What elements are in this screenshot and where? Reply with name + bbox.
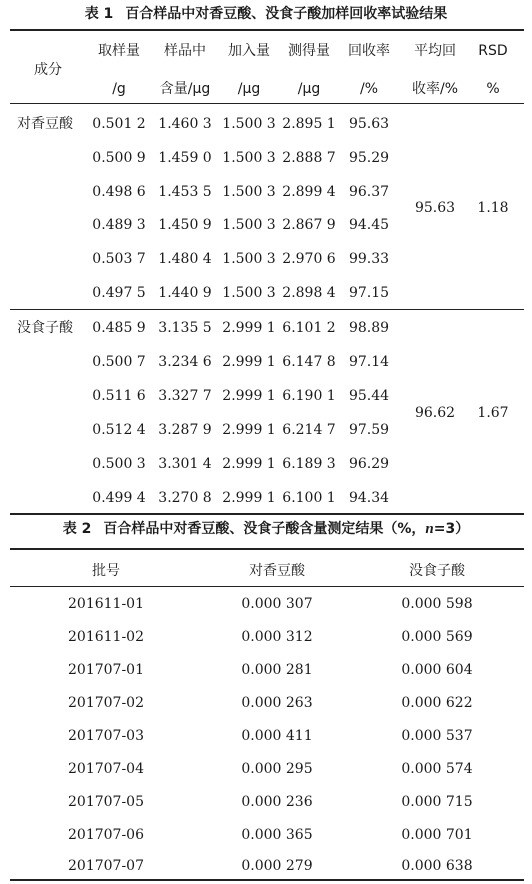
t1-g1-r3-recovery: 96.37 [348, 184, 390, 200]
t2-r4-gallic: 0.000 622 [401, 695, 473, 711]
t1-group1-avg-recovery: 95.63 [414, 200, 456, 216]
t2-r8-p-coumaric: 0.000 365 [241, 827, 313, 843]
t1-group2-avg-recovery: 96.62 [414, 405, 456, 421]
t1-g2-r1-measured: 6.101 2 [282, 320, 336, 336]
t2-r5-gallic: 0.000 537 [401, 728, 473, 744]
t1-header-sample-weight-unit: /g [112, 81, 126, 97]
t1-g1-r5-measured: 2.970 6 [282, 251, 336, 267]
t1-g1-r6-sample-weight: 0.497 5 [92, 285, 146, 301]
t1-header-rsd: RSD [478, 43, 508, 59]
table1-header-rule [10, 103, 524, 104]
t1-g2-r2-added: 2.999 1 [222, 354, 276, 370]
t2-r8-gallic: 0.000 701 [401, 827, 473, 843]
t1-g2-r3-added: 2.999 1 [222, 388, 276, 404]
table2-caption-text: 百合样品中对香豆酸、没食子酸含量测定结果（%， [103, 521, 426, 537]
t1-g1-r4-added: 1.500 3 [222, 217, 276, 233]
t1-header-rsd-unit: % [486, 81, 500, 97]
t1-g2-r4-added: 2.999 1 [222, 422, 276, 438]
t1-header-content: 样品中 [164, 43, 206, 59]
t1-group2-component: 没食子酸 [17, 320, 73, 336]
t1-header-recovery: 回收率 [348, 43, 390, 59]
t1-g2-r6-measured: 6.100 1 [282, 490, 336, 506]
t1-g1-r2-added: 1.500 3 [222, 150, 276, 166]
t1-g2-r1-content: 3.135 5 [158, 320, 212, 336]
t1-g1-r6-content: 1.440 9 [158, 285, 212, 301]
t2-r6-batch: 201707-04 [68, 761, 144, 777]
t2-r9-batch: 201707-07 [68, 858, 144, 874]
t1-g1-r3-measured: 2.899 4 [282, 184, 336, 200]
t1-g2-r4-measured: 6.214 7 [282, 422, 336, 438]
t1-header-avg-recovery-unit: 收率/% [411, 81, 459, 97]
t1-g2-r5-content: 3.301 4 [158, 456, 212, 472]
table1-caption [0, 4, 532, 24]
t2-header-batch: 批号 [92, 563, 120, 579]
t2-r7-gallic: 0.000 715 [401, 794, 473, 810]
t1-g1-r5-recovery: 99.33 [348, 251, 390, 267]
t2-r9-p-coumaric: 0.000 279 [241, 858, 313, 874]
t1-g1-r4-recovery: 94.45 [348, 217, 390, 233]
t1-header-sample-weight: 取样量 [98, 43, 140, 59]
table1-group-separator [10, 309, 524, 310]
t2-r2-p-coumaric: 0.000 312 [241, 629, 313, 645]
t1-g2-r4-recovery: 97.59 [348, 422, 390, 438]
t1-header-added: 加入量 [228, 43, 270, 59]
t1-g2-r3-content: 3.327 7 [158, 388, 212, 404]
t2-r1-p-coumaric: 0.000 307 [241, 596, 313, 612]
table2-header-rule [10, 586, 524, 587]
table1-bottom-rule [10, 513, 524, 515]
t1-g2-r4-content: 3.287 9 [158, 422, 212, 438]
t2-r1-gallic: 0.000 598 [401, 596, 473, 612]
t1-header-measured: 测得量 [288, 43, 330, 59]
t1-g1-r1-recovery: 95.63 [348, 116, 390, 132]
t1-g2-r1-sample-weight: 0.485 9 [92, 320, 146, 336]
t2-r8-batch: 201707-06 [68, 827, 144, 843]
t1-g2-r1-added: 2.999 1 [222, 320, 276, 336]
t2-r2-gallic: 0.000 569 [401, 629, 473, 645]
t1-g1-r5-content: 1.480 4 [158, 251, 212, 267]
t1-g1-r3-content: 1.453 5 [158, 184, 212, 200]
t1-g1-r1-content: 1.460 3 [158, 116, 212, 132]
t1-g1-r2-sample-weight: 0.500 9 [92, 150, 146, 166]
table2-caption-n: n [425, 521, 434, 537]
t1-header-added-unit: /μg [237, 81, 261, 97]
t2-r5-p-coumaric: 0.000 411 [241, 728, 313, 744]
table2-caption-label: 表 2 [62, 521, 92, 537]
table1-caption-text: 百合样品中对香豆酸、没食子酸加样回收率试验结果 [125, 6, 448, 22]
t2-r7-batch: 201707-05 [68, 794, 144, 810]
table2-top-rule [10, 548, 524, 550]
t1-g2-r6-added: 2.999 1 [222, 490, 276, 506]
t2-header-gallic: 没食子酸 [409, 563, 465, 579]
t1-group1-rsd: 1.18 [477, 200, 509, 216]
t2-r3-p-coumaric: 0.000 281 [241, 662, 313, 678]
t1-g2-r5-sample-weight: 0.500 3 [92, 456, 146, 472]
t1-g2-r5-recovery: 96.29 [348, 456, 390, 472]
t1-g1-r1-measured: 2.895 1 [282, 116, 336, 132]
t1-g1-r6-measured: 2.898 4 [282, 285, 336, 301]
t1-group1-component: 对香豆酸 [17, 116, 73, 132]
t2-r6-p-coumaric: 0.000 295 [241, 761, 313, 777]
t1-g2-r2-recovery: 97.14 [348, 354, 390, 370]
t1-header-measured-unit: /μg [297, 81, 321, 97]
table2-bottom-rule [10, 879, 524, 881]
t2-r6-gallic: 0.000 574 [401, 761, 473, 777]
t1-g2-r3-sample-weight: 0.511 6 [92, 388, 146, 404]
t1-header-avg-recovery: 平均回 [414, 43, 456, 59]
t2-r4-p-coumaric: 0.000 263 [241, 695, 313, 711]
t1-g2-r5-measured: 6.189 3 [282, 456, 336, 472]
t1-g2-r2-sample-weight: 0.500 7 [92, 354, 146, 370]
t1-g2-r2-content: 3.234 6 [158, 354, 212, 370]
t2-r3-batch: 201707-01 [68, 662, 144, 678]
t1-g1-r2-recovery: 95.29 [348, 150, 390, 166]
t2-r5-batch: 201707-03 [68, 728, 144, 744]
t1-g1-r4-content: 1.450 9 [158, 217, 212, 233]
t1-header-content-unit: 含量/μg [159, 81, 211, 97]
t1-g1-r5-sample-weight: 0.503 7 [92, 251, 146, 267]
t1-g2-r5-added: 2.999 1 [222, 456, 276, 472]
t1-g1-r1-added: 1.500 3 [222, 116, 276, 132]
t1-g2-r6-recovery: 94.34 [348, 490, 390, 506]
t2-r3-gallic: 0.000 604 [401, 662, 473, 678]
t2-header-p-coumaric: 对香豆酸 [249, 563, 305, 579]
t2-r2-batch: 201611-02 [68, 629, 144, 645]
table2-caption-tail: =3） [433, 521, 470, 537]
t1-g2-r1-recovery: 98.89 [348, 320, 390, 336]
table1-caption-label: 表 1 [84, 6, 114, 22]
t1-g1-r6-added: 1.500 3 [222, 285, 276, 301]
t2-r9-gallic: 0.000 638 [401, 858, 473, 874]
t1-g1-r3-added: 1.500 3 [222, 184, 276, 200]
t1-g1-r6-recovery: 97.15 [348, 285, 390, 301]
t1-g2-r4-sample-weight: 0.512 4 [92, 422, 146, 438]
table2-caption [0, 519, 532, 539]
t1-header-recovery-unit: /% [359, 81, 379, 97]
t1-g1-r1-sample-weight: 0.501 2 [92, 116, 146, 132]
t1-g2-r6-content: 3.270 8 [158, 490, 212, 506]
t1-g1-r5-added: 1.500 3 [222, 251, 276, 267]
t1-g2-r6-sample-weight: 0.499 4 [92, 490, 146, 506]
t1-g1-r3-sample-weight: 0.498 6 [92, 184, 146, 200]
t1-g1-r4-measured: 2.867 9 [282, 217, 336, 233]
t1-g1-r2-measured: 2.888 7 [282, 150, 336, 166]
table1-top-rule [10, 29, 524, 31]
t2-r4-batch: 201707-02 [68, 695, 144, 711]
t2-r7-p-coumaric: 0.000 236 [241, 794, 313, 810]
t1-group2-rsd: 1.67 [477, 405, 509, 421]
t1-g1-r4-sample-weight: 0.489 3 [92, 217, 146, 233]
t1-g2-r2-measured: 6.147 8 [282, 354, 336, 370]
t2-r1-batch: 201611-01 [68, 596, 144, 612]
t1-header-component: 成分 [34, 62, 62, 78]
t1-g2-r3-recovery: 95.44 [348, 388, 390, 404]
t1-g1-r2-content: 1.459 0 [158, 150, 212, 166]
t1-g2-r3-measured: 6.190 1 [282, 388, 336, 404]
